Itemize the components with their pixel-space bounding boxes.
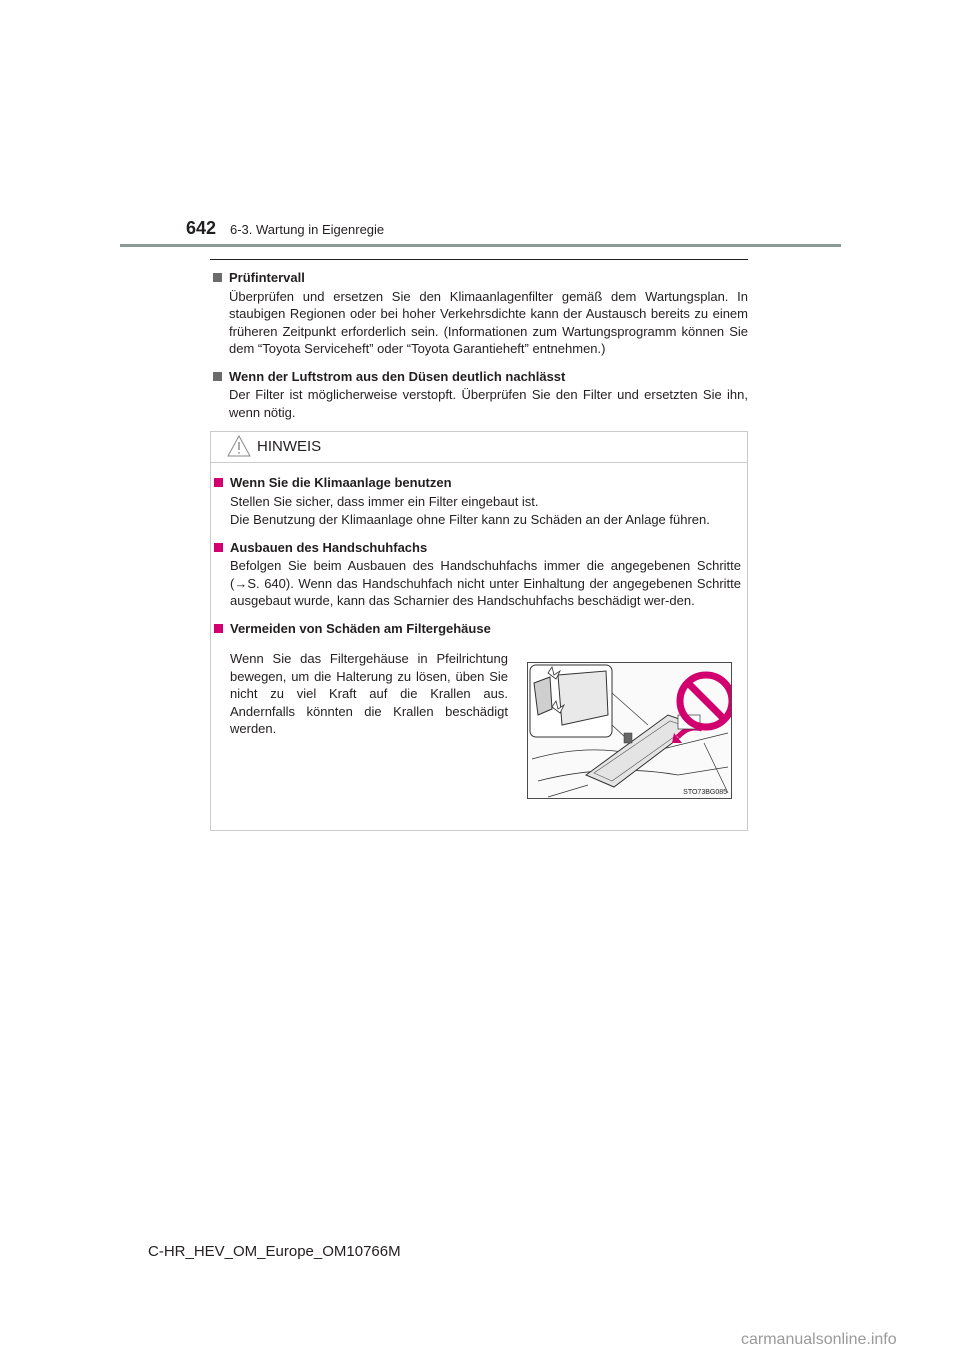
page-number: 642 bbox=[186, 218, 217, 238]
square-bullet-icon bbox=[214, 478, 223, 487]
square-bullet-icon bbox=[213, 273, 222, 282]
heading-text: Vermeiden von Schäden am Filtergehäuse bbox=[230, 620, 491, 636]
section-paragraph: Der Filter ist möglicherweise verstopft. Überprüfen Sie den Filter und ersetzten Sie ihn, wenn nötig. bbox=[229, 387, 748, 420]
content-top-rule bbox=[210, 259, 748, 260]
notice-line: Die Benutzung der Klimaanlage ohne Filter kann zu Schäden an der Anlage führen. bbox=[230, 512, 710, 527]
square-bullet-icon bbox=[213, 372, 222, 381]
heading-text: Wenn Sie die Klimaanlage benutzen bbox=[230, 475, 452, 490]
heading-text: Prüfintervall bbox=[229, 270, 305, 285]
square-bullet-icon bbox=[214, 543, 223, 552]
notice-paragraph: Wenn Sie das Filtergehäuse in Pfeilrichtung bewegen, um die Halterung zu lösen, üben Sie nicht zu viel Kraft auf die Krallen aus. Andernfalls könnten die Krallen beschädigt werden. bbox=[230, 651, 508, 736]
illustration-drawing bbox=[528, 663, 731, 798]
filter-housing-illustration bbox=[527, 662, 732, 799]
header-rule bbox=[120, 244, 841, 247]
heading-text: Ausbauen des Handschuhfachs bbox=[230, 539, 428, 555]
notice-header bbox=[211, 432, 747, 463]
main-content bbox=[210, 269, 748, 421]
footer-doc-id: C-HR_HEV_OM_Europe_OM10766M bbox=[148, 1243, 401, 1260]
notice-title: HINWEIS bbox=[257, 438, 322, 455]
square-bullet-icon bbox=[214, 624, 223, 633]
notice-heading bbox=[211, 620, 747, 638]
notice-paragraph: Befolgen Sie beim Ausbauen des Handschuhfachs immer die angegebenen Schritte (→S. 640). Wenn das Handschuhfach nicht unter Einhaltung der angegebenen Schritte ausgebaut wurde, kann das Scharnier des Handschuhfachs beschädigt wer-den. bbox=[230, 558, 741, 608]
section-heading bbox=[210, 368, 748, 386]
notice-heading bbox=[211, 539, 747, 557]
warning-triangle-icon bbox=[227, 435, 251, 457]
figure-label: STO73BG085 bbox=[683, 789, 727, 796]
heading-text: Wenn der Luftstrom aus den Düsen deutlich nachlässt bbox=[229, 368, 566, 384]
notice-line: Stellen Sie sicher, dass immer ein Filter eingebaut ist. bbox=[230, 493, 539, 509]
notice-box bbox=[210, 431, 748, 831]
notice-heading bbox=[211, 474, 747, 492]
section-title: 6-3. Wartung in Eigenregie bbox=[230, 222, 385, 237]
watermark: carmanualsonline.info bbox=[741, 1331, 897, 1348]
section-paragraph: Überprüfen und ersetzen Sie den Klimaanlagenfilter gemäß dem Wartungsplan. In staubigen Regionen oder bei hoher Verkehrsdichte kann der Austausch bereits zu einem früheren Zeitpunkt erforderlich sein. (Informationen zum Wartungsprogramm können Sie dem “Toyota Serviceheft” oder “Toyota Garantieheft” entnehmen.) bbox=[229, 288, 748, 356]
section-heading bbox=[210, 269, 748, 287]
